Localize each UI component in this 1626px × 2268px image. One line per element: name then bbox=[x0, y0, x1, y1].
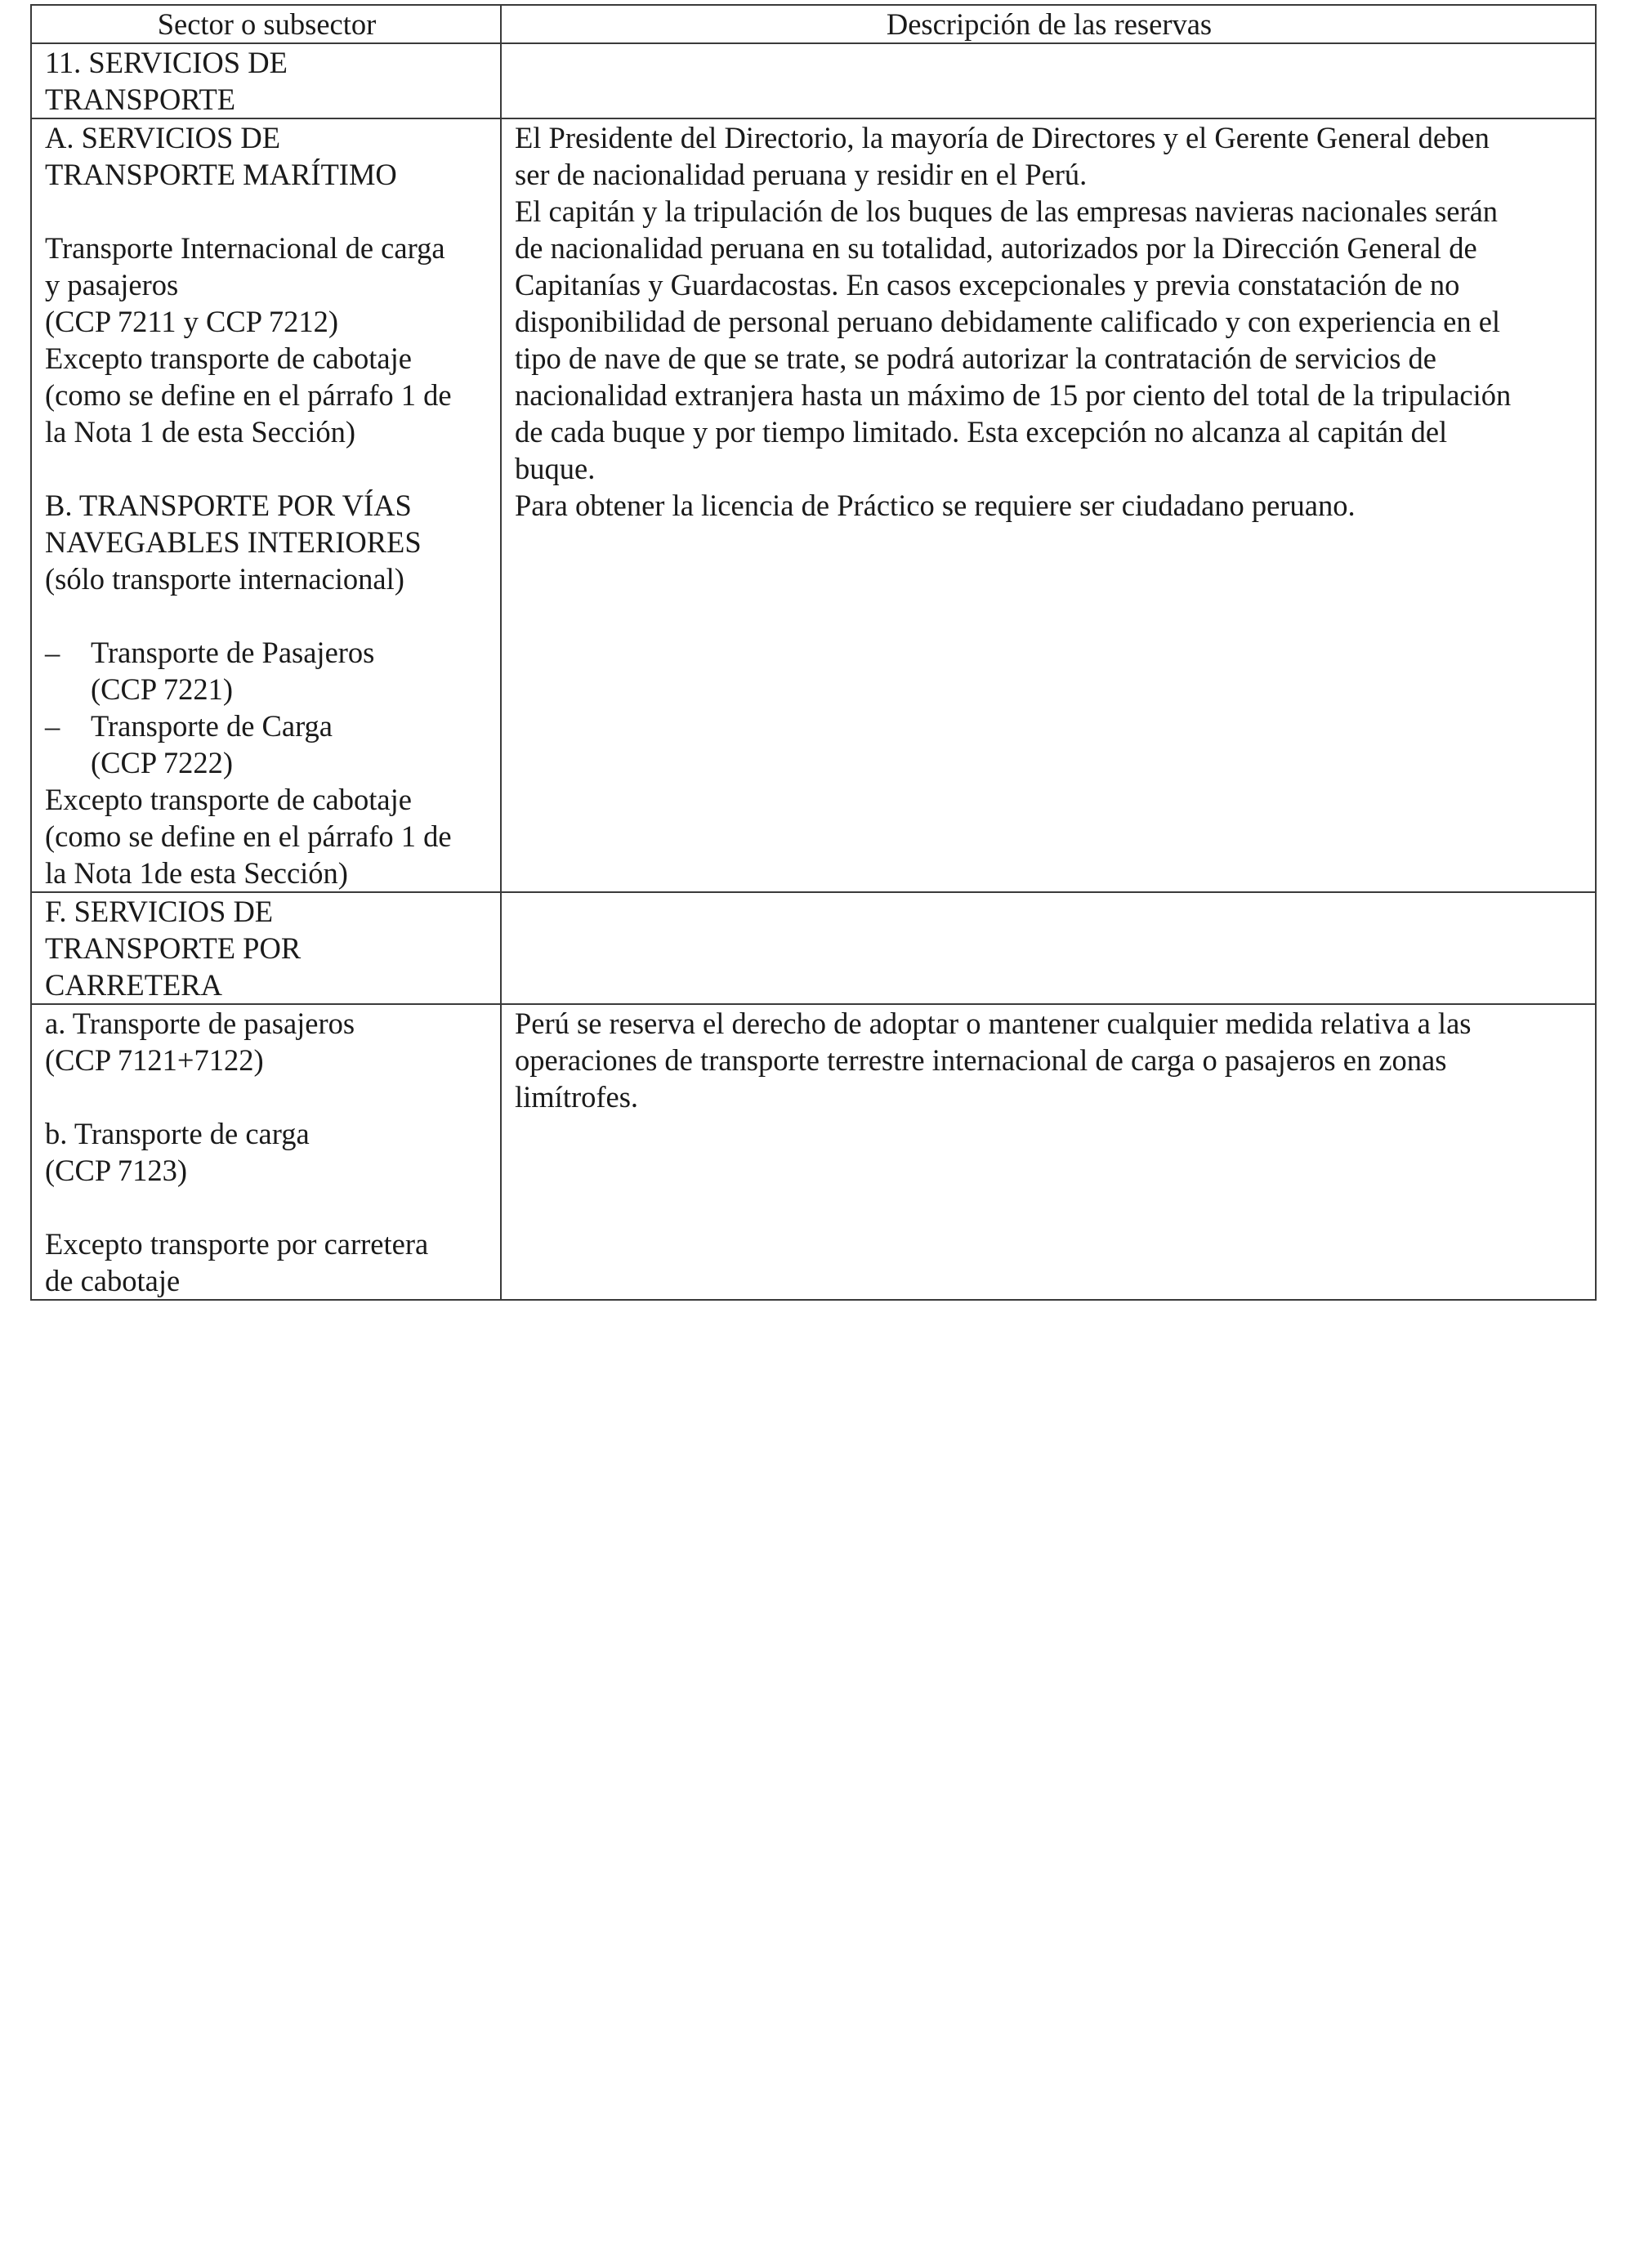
table-row-road bbox=[31, 892, 1596, 1004]
table-row-road-services bbox=[31, 1004, 1596, 1300]
description-line: disponibilidad de personal peruano debidamente calificado y con experiencia en el bbox=[515, 305, 1501, 338]
list-item-line: (CCP 7221) bbox=[91, 672, 234, 706]
list-item-line: Transporte de Pasajeros bbox=[91, 636, 375, 669]
sector-line: (como se define en el párrafo 1 de bbox=[45, 819, 452, 853]
sector-line: CARRETERA bbox=[45, 968, 222, 1002]
sector-line: B. TRANSPORTE POR VÍAS bbox=[45, 489, 412, 522]
document-page bbox=[30, 4, 1595, 1301]
sector-line: TRANSPORTE bbox=[45, 83, 236, 116]
sector-line: (CCP 7123) bbox=[45, 1154, 188, 1187]
description-line: ser de nacionalidad peruana y residir en el Perú. bbox=[515, 158, 1088, 191]
spacer bbox=[45, 597, 489, 634]
sector-line: (sólo transporte internacional) bbox=[45, 562, 404, 596]
list-item-line: (CCP 7222) bbox=[91, 746, 234, 779]
sector-line: 11. SERVICIOS DE bbox=[45, 46, 288, 79]
list-item bbox=[45, 708, 489, 781]
sector-line: la Nota 1de esta Sección) bbox=[45, 856, 348, 890]
sector-line: la Nota 1 de esta Sección) bbox=[45, 415, 356, 449]
sector-cell bbox=[31, 892, 501, 1004]
table-row-transport bbox=[31, 43, 1596, 118]
description-line: El capitán y la tripulación de los buques de las empresas navieras nacionales serán bbox=[515, 194, 1499, 228]
sector-line: A. SERVICIOS DE bbox=[45, 121, 281, 154]
dash-bullet: – bbox=[45, 636, 60, 669]
header-description: Descripción de las reservas bbox=[501, 5, 1596, 43]
description-line: limítrofes. bbox=[515, 1080, 639, 1114]
sector-cell bbox=[31, 43, 501, 118]
sector-line: b. Transporte de carga bbox=[45, 1117, 310, 1150]
sector-line: F. SERVICIOS DE bbox=[45, 895, 274, 928]
description-line: de nacionalidad peruana en su totalidad, autorizados por la Dirección General de bbox=[515, 231, 1477, 265]
sector-line: y pasajeros bbox=[45, 268, 179, 301]
sector-cell bbox=[31, 1004, 501, 1300]
sector-line: Excepto transporte de cabotaje bbox=[45, 342, 412, 375]
table-row-maritime bbox=[31, 118, 1596, 892]
description-cell bbox=[501, 1004, 1596, 1300]
description-line: El Presidente del Directorio, la mayoría de Directores y el Gerente General deben bbox=[515, 121, 1490, 154]
sector-line: NAVEGABLES INTERIORES bbox=[45, 525, 422, 559]
description-line: operaciones de transporte terrestre internacional de carga o pasajeros en zonas bbox=[515, 1043, 1447, 1077]
dash-bullet: – bbox=[45, 709, 60, 743]
sector-line: Transporte Internacional de carga bbox=[45, 231, 445, 265]
spacer bbox=[45, 450, 489, 487]
sector-line: de cabotaje bbox=[45, 1264, 181, 1297]
sector-line: TRANSPORTE MARÍTIMO bbox=[45, 158, 397, 191]
description-line: Para obtener la licencia de Práctico se requiere ser ciudadano peruano. bbox=[515, 489, 1356, 522]
description-line: de cada buque y por tiempo limitado. Esta excepción no alcanza al capitán del bbox=[515, 415, 1448, 449]
description-line: Perú se reserva el derecho de adoptar o mantener cualquier medida relativa a las bbox=[515, 1007, 1472, 1040]
spacer bbox=[45, 1189, 489, 1226]
header-sector: Sector o subsector bbox=[31, 5, 501, 43]
sector-line: (CCP 7211 y CCP 7212) bbox=[45, 305, 338, 338]
spacer bbox=[45, 193, 489, 230]
description-cell bbox=[501, 892, 1596, 1004]
spacer bbox=[45, 1078, 489, 1115]
description-cell bbox=[501, 118, 1596, 892]
description-line: nacionalidad extranjera hasta un máximo de 15 por ciento del total de la tripulación bbox=[515, 378, 1512, 412]
description-line: buque. bbox=[515, 452, 596, 485]
sector-line: a. Transporte de pasajeros bbox=[45, 1007, 355, 1040]
list-item-line: Transporte de Carga bbox=[91, 709, 333, 743]
sector-line: (como se define en el párrafo 1 de bbox=[45, 378, 452, 412]
table-header-row bbox=[31, 5, 1596, 43]
description-line: tipo de nave de que se trate, se podrá autorizar la contratación de servicios de bbox=[515, 342, 1436, 375]
list-item bbox=[45, 634, 489, 708]
sector-line: Excepto transporte por carretera bbox=[45, 1227, 429, 1261]
sector-line: Excepto transporte de cabotaje bbox=[45, 783, 412, 816]
sector-line: (CCP 7121+7122) bbox=[45, 1043, 264, 1077]
sector-line: TRANSPORTE POR bbox=[45, 931, 302, 965]
description-line: Capitanías y Guardacostas. En casos excepcionales y previa constatación de no bbox=[515, 268, 1460, 301]
reservations-table bbox=[30, 4, 1597, 1301]
sector-cell bbox=[31, 118, 501, 892]
description-cell bbox=[501, 43, 1596, 118]
